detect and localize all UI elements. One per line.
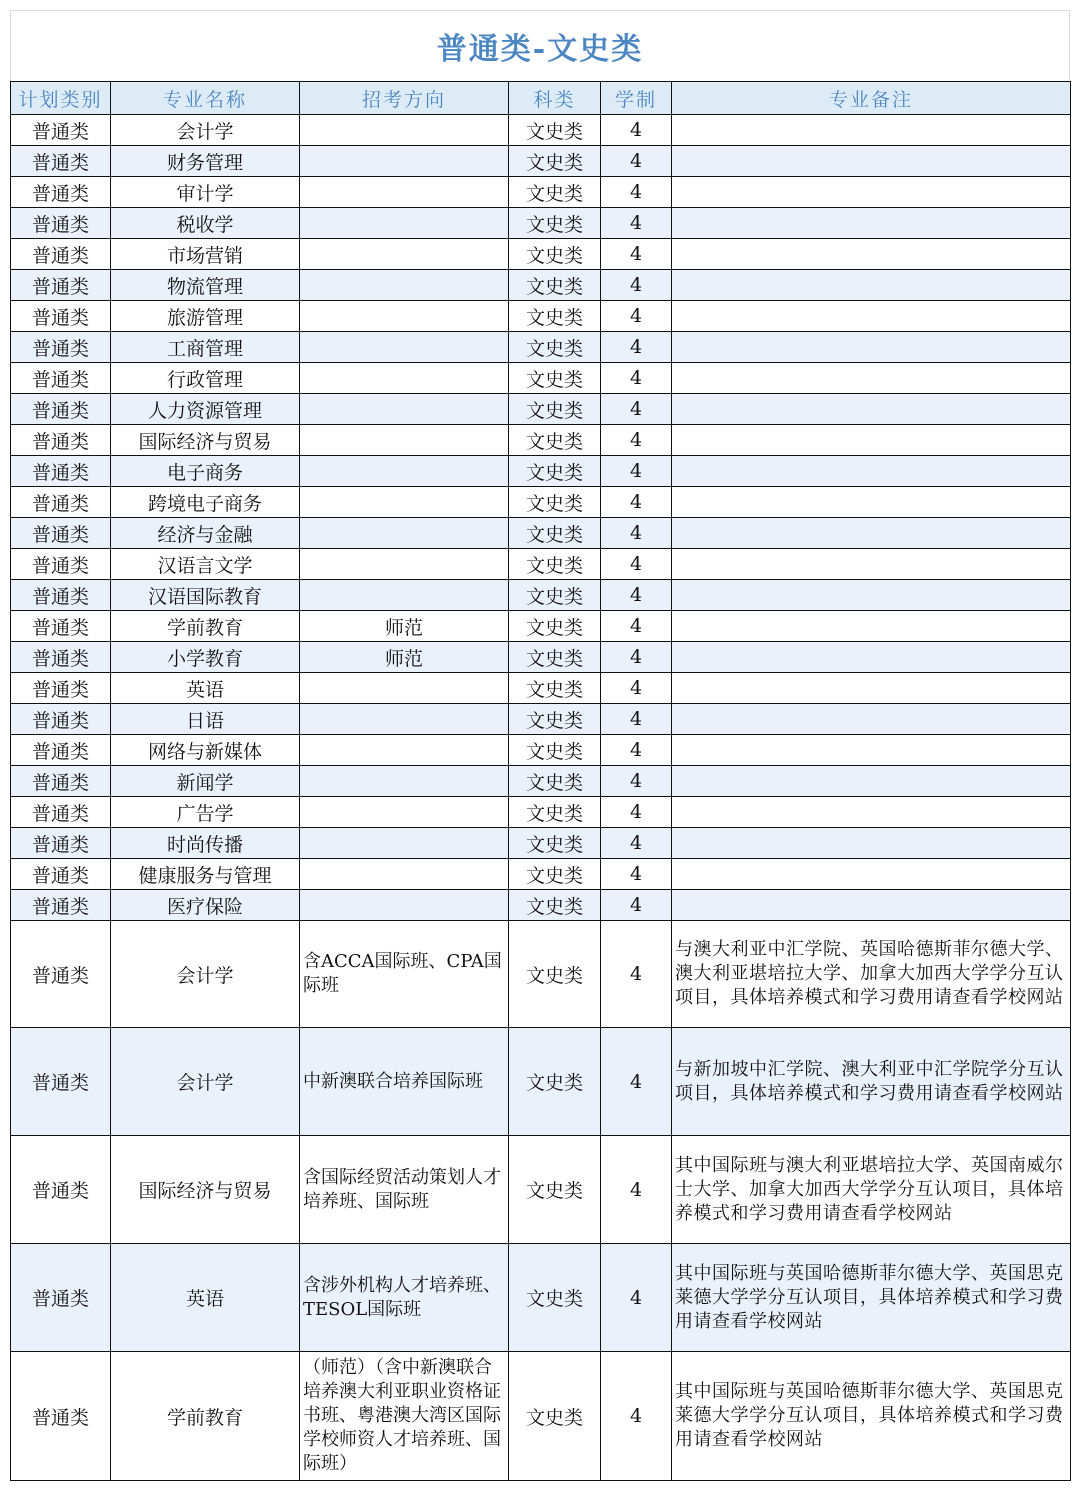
major-name-cell: 新闻学 [111,766,300,797]
remark-cell [672,208,1071,239]
table-row [11,859,1071,890]
table-row [11,239,1071,270]
table-row [11,208,1071,239]
table-row [11,611,1071,642]
table-body [11,115,1071,1481]
major-name-cell: 税收学 [111,208,300,239]
table-row [11,549,1071,580]
category-cell: 文史类 [509,735,601,766]
direction-cell [300,270,509,301]
remark-cell [672,301,1071,332]
category-cell: 文史类 [509,704,601,735]
major-name-cell: 广告学 [111,797,300,828]
direction-cell [300,673,509,704]
major-name-cell: 市场营销 [111,239,300,270]
category-cell: 文史类 [509,890,601,921]
plan-type-cell: 普通类 [11,890,111,921]
duration-cell: 4 [601,332,672,363]
category-cell: 文史类 [509,1352,601,1481]
remark-cell [672,270,1071,301]
remark-cell [672,704,1071,735]
remark-cell [672,177,1071,208]
remark-cell [672,580,1071,611]
table-row [11,177,1071,208]
remark-cell [672,828,1071,859]
plan-type-cell: 普通类 [11,332,111,363]
category-cell: 文史类 [509,363,601,394]
table-row [11,1352,1071,1481]
table-row [11,146,1071,177]
table-row [11,270,1071,301]
category-cell: 文史类 [509,673,601,704]
direction-cell [300,797,509,828]
remark-cell [672,146,1071,177]
table-row [11,487,1071,518]
category-cell: 文史类 [509,921,601,1028]
major-name-cell: 物流管理 [111,270,300,301]
duration-cell: 4 [601,890,672,921]
direction-cell [300,890,509,921]
title-bar [10,10,1070,81]
direction-cell [300,208,509,239]
plan-type-cell: 普通类 [11,704,111,735]
plan-type-cell: 普通类 [11,828,111,859]
direction-cell [300,146,509,177]
category-cell: 文史类 [509,332,601,363]
remark-cell: 与澳大利亚中汇学院、英国哈德斯菲尔德大学、澳大利亚堪培拉大学、加拿大加西大学学分互认项目，具体培养模式和学习费用请查看学校网站 [672,921,1071,1028]
major-name-cell: 健康服务与管理 [111,859,300,890]
duration-cell: 4 [601,735,672,766]
remark-cell: 其中国际班与英国哈德斯菲尔德大学、英国思克莱德大学学分互认项目，具体培养模式和学习费用请查看学校网站 [672,1352,1071,1481]
plan-type-cell: 普通类 [11,859,111,890]
plan-type-cell: 普通类 [11,425,111,456]
spreadsheet [10,10,1070,1481]
major-name-cell: 网络与新媒体 [111,735,300,766]
plan-type-cell: 普通类 [11,363,111,394]
duration-cell: 4 [601,921,672,1028]
table-row [11,921,1071,1028]
duration-cell: 4 [601,239,672,270]
duration-cell: 4 [601,549,672,580]
major-name-cell: 工商管理 [111,332,300,363]
duration-cell: 4 [601,394,672,425]
duration-cell: 4 [601,270,672,301]
direction-cell [300,704,509,735]
table-row [11,425,1071,456]
duration-cell: 4 [601,828,672,859]
plan-type-cell: 普通类 [11,549,111,580]
category-cell: 文史类 [509,766,601,797]
table-row [11,890,1071,921]
direction-cell: 师范 [300,611,509,642]
direction-cell [300,859,509,890]
direction-cell [300,735,509,766]
direction-cell [300,177,509,208]
table-row [11,332,1071,363]
plan-type-cell: 普通类 [11,270,111,301]
duration-cell: 4 [601,456,672,487]
direction-cell: 师范 [300,642,509,673]
major-name-cell: 会计学 [111,1028,300,1136]
direction-cell [300,518,509,549]
major-name-cell: 人力资源管理 [111,394,300,425]
category-cell: 文史类 [509,642,601,673]
majors-table [10,81,1071,1481]
plan-type-cell: 普通类 [11,1352,111,1481]
plan-type-cell: 普通类 [11,239,111,270]
category-cell: 文史类 [509,456,601,487]
direction-cell [300,363,509,394]
remark-cell [672,611,1071,642]
duration-cell: 4 [601,425,672,456]
header-row [11,82,1071,115]
category-cell: 文史类 [509,487,601,518]
category-cell: 文史类 [509,1028,601,1136]
column-header: 招考方向 [300,82,509,115]
table-row [11,735,1071,766]
direction-cell [300,239,509,270]
duration-cell: 4 [601,1136,672,1244]
major-name-cell: 医疗保险 [111,890,300,921]
category-cell: 文史类 [509,518,601,549]
major-name-cell: 英语 [111,673,300,704]
direction-cell [300,115,509,146]
direction-cell [300,487,509,518]
direction-cell [300,580,509,611]
direction-cell [300,549,509,580]
category-cell: 文史类 [509,425,601,456]
remark-cell [672,549,1071,580]
plan-type-cell: 普通类 [11,146,111,177]
remark-cell: 其中国际班与澳大利亚堪培拉大学、英国南威尔士大学、加拿大加西大学学分互认项目，具体培养模式和学习费用请查看学校网站 [672,1136,1071,1244]
duration-cell: 4 [601,487,672,518]
category-cell: 文史类 [509,1136,601,1244]
plan-type-cell: 普通类 [11,487,111,518]
major-name-cell: 时尚传播 [111,828,300,859]
table-row [11,1028,1071,1136]
plan-type-cell: 普通类 [11,518,111,549]
remark-cell [672,456,1071,487]
plan-type-cell: 普通类 [11,611,111,642]
plan-type-cell: 普通类 [11,673,111,704]
remark-cell [672,363,1071,394]
category-cell: 文史类 [509,611,601,642]
major-name-cell: 日语 [111,704,300,735]
category-cell: 文史类 [509,580,601,611]
remark-cell [672,890,1071,921]
table-row [11,828,1071,859]
category-cell: 文史类 [509,797,601,828]
plan-type-cell: 普通类 [11,642,111,673]
remark-cell [672,425,1071,456]
duration-cell: 4 [601,642,672,673]
plan-type-cell: 普通类 [11,301,111,332]
plan-type-cell: 普通类 [11,735,111,766]
remark-cell [672,518,1071,549]
major-name-cell: 行政管理 [111,363,300,394]
table-row [11,673,1071,704]
duration-cell: 4 [601,611,672,642]
table-row [11,1136,1071,1244]
category-cell: 文史类 [509,394,601,425]
duration-cell: 4 [601,797,672,828]
category-cell: 文史类 [509,1244,601,1352]
table-row [11,642,1071,673]
table-row [11,797,1071,828]
page-title: 普通类-文史类 [436,32,644,67]
table-row [11,115,1071,146]
column-header: 专业备注 [672,82,1071,115]
duration-cell: 4 [601,859,672,890]
category-cell: 文史类 [509,828,601,859]
major-name-cell: 经济与金融 [111,518,300,549]
remark-cell [672,487,1071,518]
category-cell: 文史类 [509,208,601,239]
direction-cell: （师范）（含中新澳联合培养澳大利亚职业资格证书班、粤港澳大湾区国际学校师资人才培养班、国际班） [300,1352,509,1481]
table-row [11,363,1071,394]
duration-cell: 4 [601,580,672,611]
major-name-cell: 英语 [111,1244,300,1352]
major-name-cell: 旅游管理 [111,301,300,332]
direction-cell [300,766,509,797]
plan-type-cell: 普通类 [11,456,111,487]
duration-cell: 4 [601,1352,672,1481]
direction-cell [300,301,509,332]
duration-cell: 4 [601,704,672,735]
plan-type-cell: 普通类 [11,394,111,425]
direction-cell: 含涉外机构人才培养班、TESOL国际班 [300,1244,509,1352]
category-cell: 文史类 [509,239,601,270]
duration-cell: 4 [601,301,672,332]
direction-cell [300,332,509,363]
remark-cell [672,859,1071,890]
remark-cell [672,766,1071,797]
major-name-cell: 电子商务 [111,456,300,487]
remark-cell [672,394,1071,425]
plan-type-cell: 普通类 [11,921,111,1028]
category-cell: 文史类 [509,146,601,177]
plan-type-cell: 普通类 [11,580,111,611]
table-row [11,394,1071,425]
remark-cell [672,797,1071,828]
duration-cell: 4 [601,673,672,704]
direction-cell [300,828,509,859]
column-header: 科类 [509,82,601,115]
remark-cell: 与新加坡中汇学院、澳大利亚中汇学院学分互认项目，具体培养模式和学习费用请查看学校网站 [672,1028,1071,1136]
category-cell: 文史类 [509,859,601,890]
plan-type-cell: 普通类 [11,797,111,828]
column-header: 专业名称 [111,82,300,115]
category-cell: 文史类 [509,270,601,301]
category-cell: 文史类 [509,549,601,580]
direction-cell: 含国际经贸活动策划人才培养班、国际班 [300,1136,509,1244]
remark-cell [672,115,1071,146]
direction-cell: 含ACCA国际班、CPA国际班 [300,921,509,1028]
plan-type-cell: 普通类 [11,1136,111,1244]
direction-cell [300,394,509,425]
table-row [11,1244,1071,1352]
table-row [11,580,1071,611]
table-row [11,518,1071,549]
table-row [11,766,1071,797]
major-name-cell: 国际经济与贸易 [111,425,300,456]
column-header: 计划类别 [11,82,111,115]
remark-cell [672,239,1071,270]
duration-cell: 4 [601,146,672,177]
remark-cell: 其中国际班与英国哈德斯菲尔德大学、英国思克莱德大学学分互认项目，具体培养模式和学习费用请查看学校网站 [672,1244,1071,1352]
major-name-cell: 学前教育 [111,611,300,642]
plan-type-cell: 普通类 [11,208,111,239]
duration-cell: 4 [601,1244,672,1352]
major-name-cell: 财务管理 [111,146,300,177]
major-name-cell: 学前教育 [111,1352,300,1481]
major-name-cell: 汉语国际教育 [111,580,300,611]
plan-type-cell: 普通类 [11,115,111,146]
table-row [11,456,1071,487]
direction-cell: 中新澳联合培养国际班 [300,1028,509,1136]
major-name-cell: 跨境电子商务 [111,487,300,518]
remark-cell [672,642,1071,673]
category-cell: 文史类 [509,115,601,146]
category-cell: 文史类 [509,301,601,332]
plan-type-cell: 普通类 [11,766,111,797]
plan-type-cell: 普通类 [11,1028,111,1136]
plan-type-cell: 普通类 [11,177,111,208]
category-cell: 文史类 [509,177,601,208]
remark-cell [672,735,1071,766]
duration-cell: 4 [601,1028,672,1136]
major-name-cell: 审计学 [111,177,300,208]
duration-cell: 4 [601,177,672,208]
table-row [11,704,1071,735]
duration-cell: 4 [601,518,672,549]
duration-cell: 4 [601,766,672,797]
duration-cell: 4 [601,208,672,239]
plan-type-cell: 普通类 [11,1244,111,1352]
major-name-cell: 小学教育 [111,642,300,673]
major-name-cell: 国际经济与贸易 [111,1136,300,1244]
column-header: 学制 [601,82,672,115]
duration-cell: 4 [601,363,672,394]
table-row [11,301,1071,332]
remark-cell [672,332,1071,363]
direction-cell [300,425,509,456]
direction-cell [300,456,509,487]
major-name-cell: 汉语言文学 [111,549,300,580]
remark-cell [672,673,1071,704]
major-name-cell: 会计学 [111,115,300,146]
duration-cell: 4 [601,115,672,146]
major-name-cell: 会计学 [111,921,300,1028]
